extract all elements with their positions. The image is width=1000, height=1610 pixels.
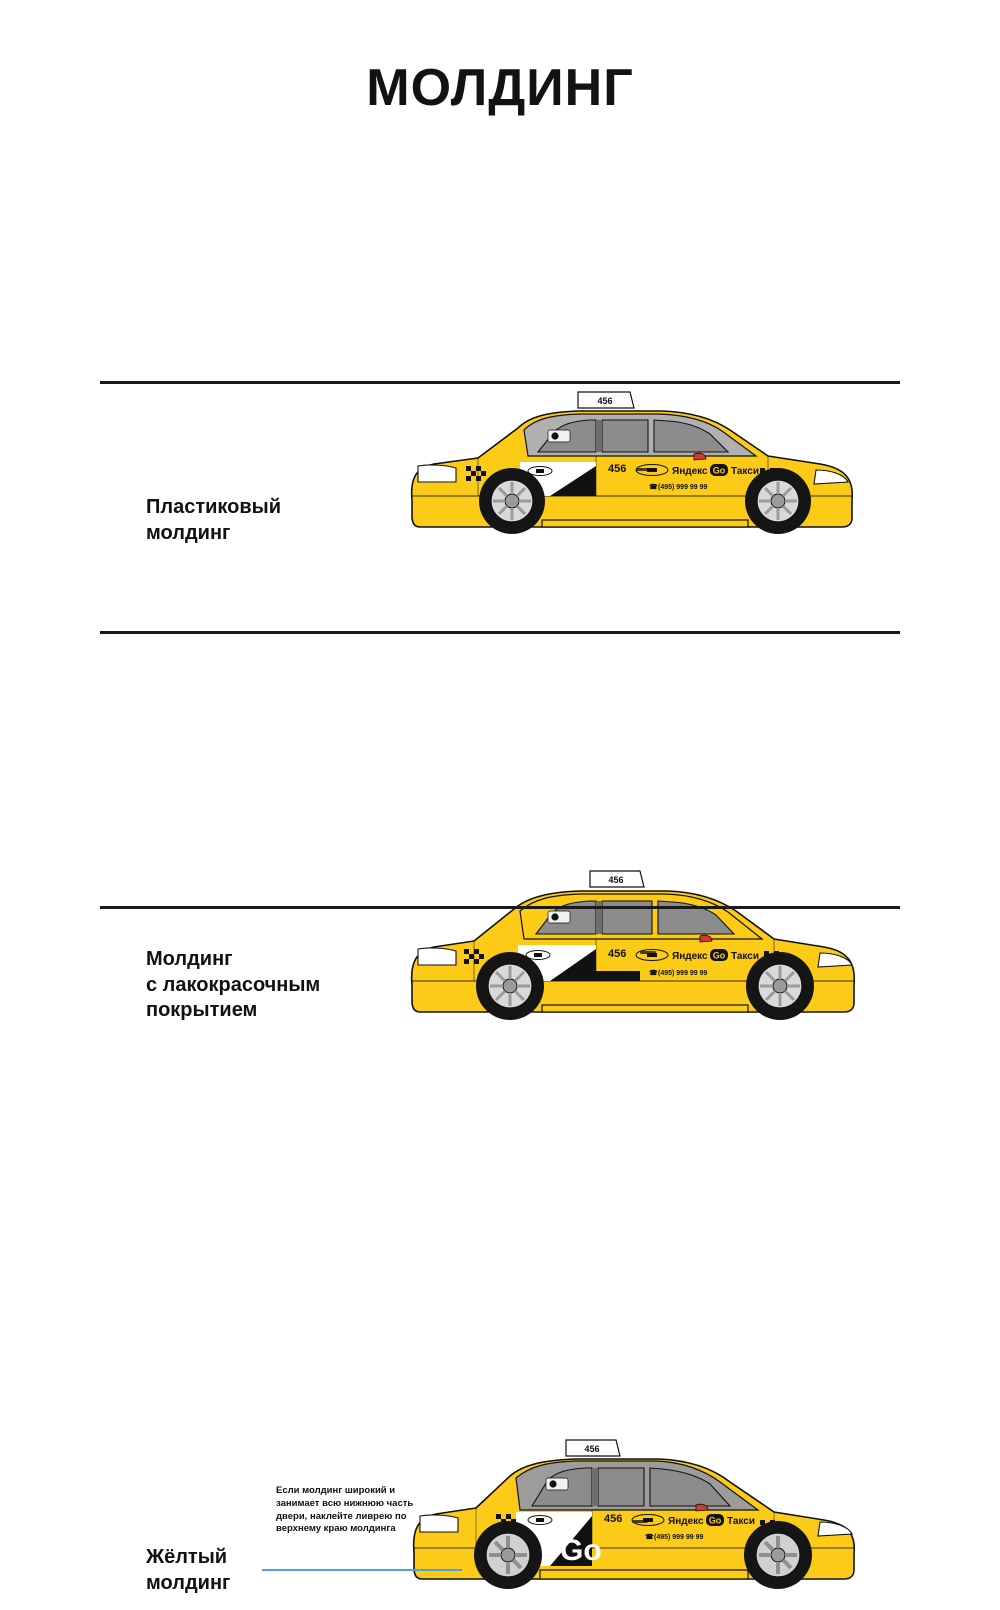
door-number-3: 456 [604,1513,623,1525]
car-svg-3 [400,1420,870,1610]
brand-name-2: Яндекс [672,951,708,962]
brand-badge-3: Go [708,1515,722,1526]
phone-lockup-2 [649,969,708,977]
wheel-front-3 [744,1521,812,1589]
brand-badge-2: Go [712,950,726,961]
page-title: МОЛДИНГ [366,59,634,117]
section-plastic-molding [0,180,1000,544]
brand-suffix-2: Такси [731,951,760,962]
brand-badge-1: Go [712,465,726,476]
roof-number-3: 456 [584,1444,600,1454]
divider-3 [100,906,900,909]
wheel-rear-3 [474,1521,542,1589]
svg-text:☎: ☎ [649,970,658,977]
roof-sign-1 [578,392,634,408]
label-line-2: с лакокрасочным [146,973,321,996]
label-line-2: молдинг [146,1571,231,1594]
label-line-2: молдинг [146,521,231,544]
label-yellow-molding [146,1545,230,1596]
brand-suffix-3: Такси [727,1516,756,1527]
phone-lockup-3 [645,1533,704,1541]
divider-2 [100,631,900,634]
big-logo-3: Go [560,1534,602,1567]
brand-suffix-1: Такси [731,466,760,477]
svg-text:☎: ☎ [649,484,658,491]
pointer-line [262,1569,462,1571]
roof-number-1: 456 [597,396,613,406]
brand-name-1: Яндекс [672,466,708,477]
car-illustration-3 [400,1420,870,1610]
door-number-2: 456 [608,948,627,960]
label-line-1: Жёлтый [146,1546,228,1568]
label-line-3: покрытием [146,999,258,1022]
phone-number-2: (495) 999 99 99 [658,970,708,977]
brand-name-3: Яндекс [668,1516,704,1527]
phone-number-3: (495) 999 99 99 [654,1534,704,1541]
label-line-1: Молдинг [146,948,233,970]
section-painted-molding [0,415,1000,1022]
roof-number-2: 456 [608,875,624,885]
wheel-front-2 [746,952,814,1020]
label-painted-molding [146,947,320,1024]
roof-sign-3 [566,1440,620,1456]
phone-number-1: (495) 999 99 99 [658,484,708,491]
door-number-1: 456 [608,463,627,475]
wheel-rear-2 [476,952,544,1020]
label-line-1: Пластиковый [146,496,282,518]
molding-note: Если молдинг широкий и занимает всю нижнюю часть двери, наклейте ливрею по верхнему краю молдинга [276,1485,414,1535]
divider-1 [100,381,900,384]
svg-text:☎: ☎ [645,1534,654,1541]
